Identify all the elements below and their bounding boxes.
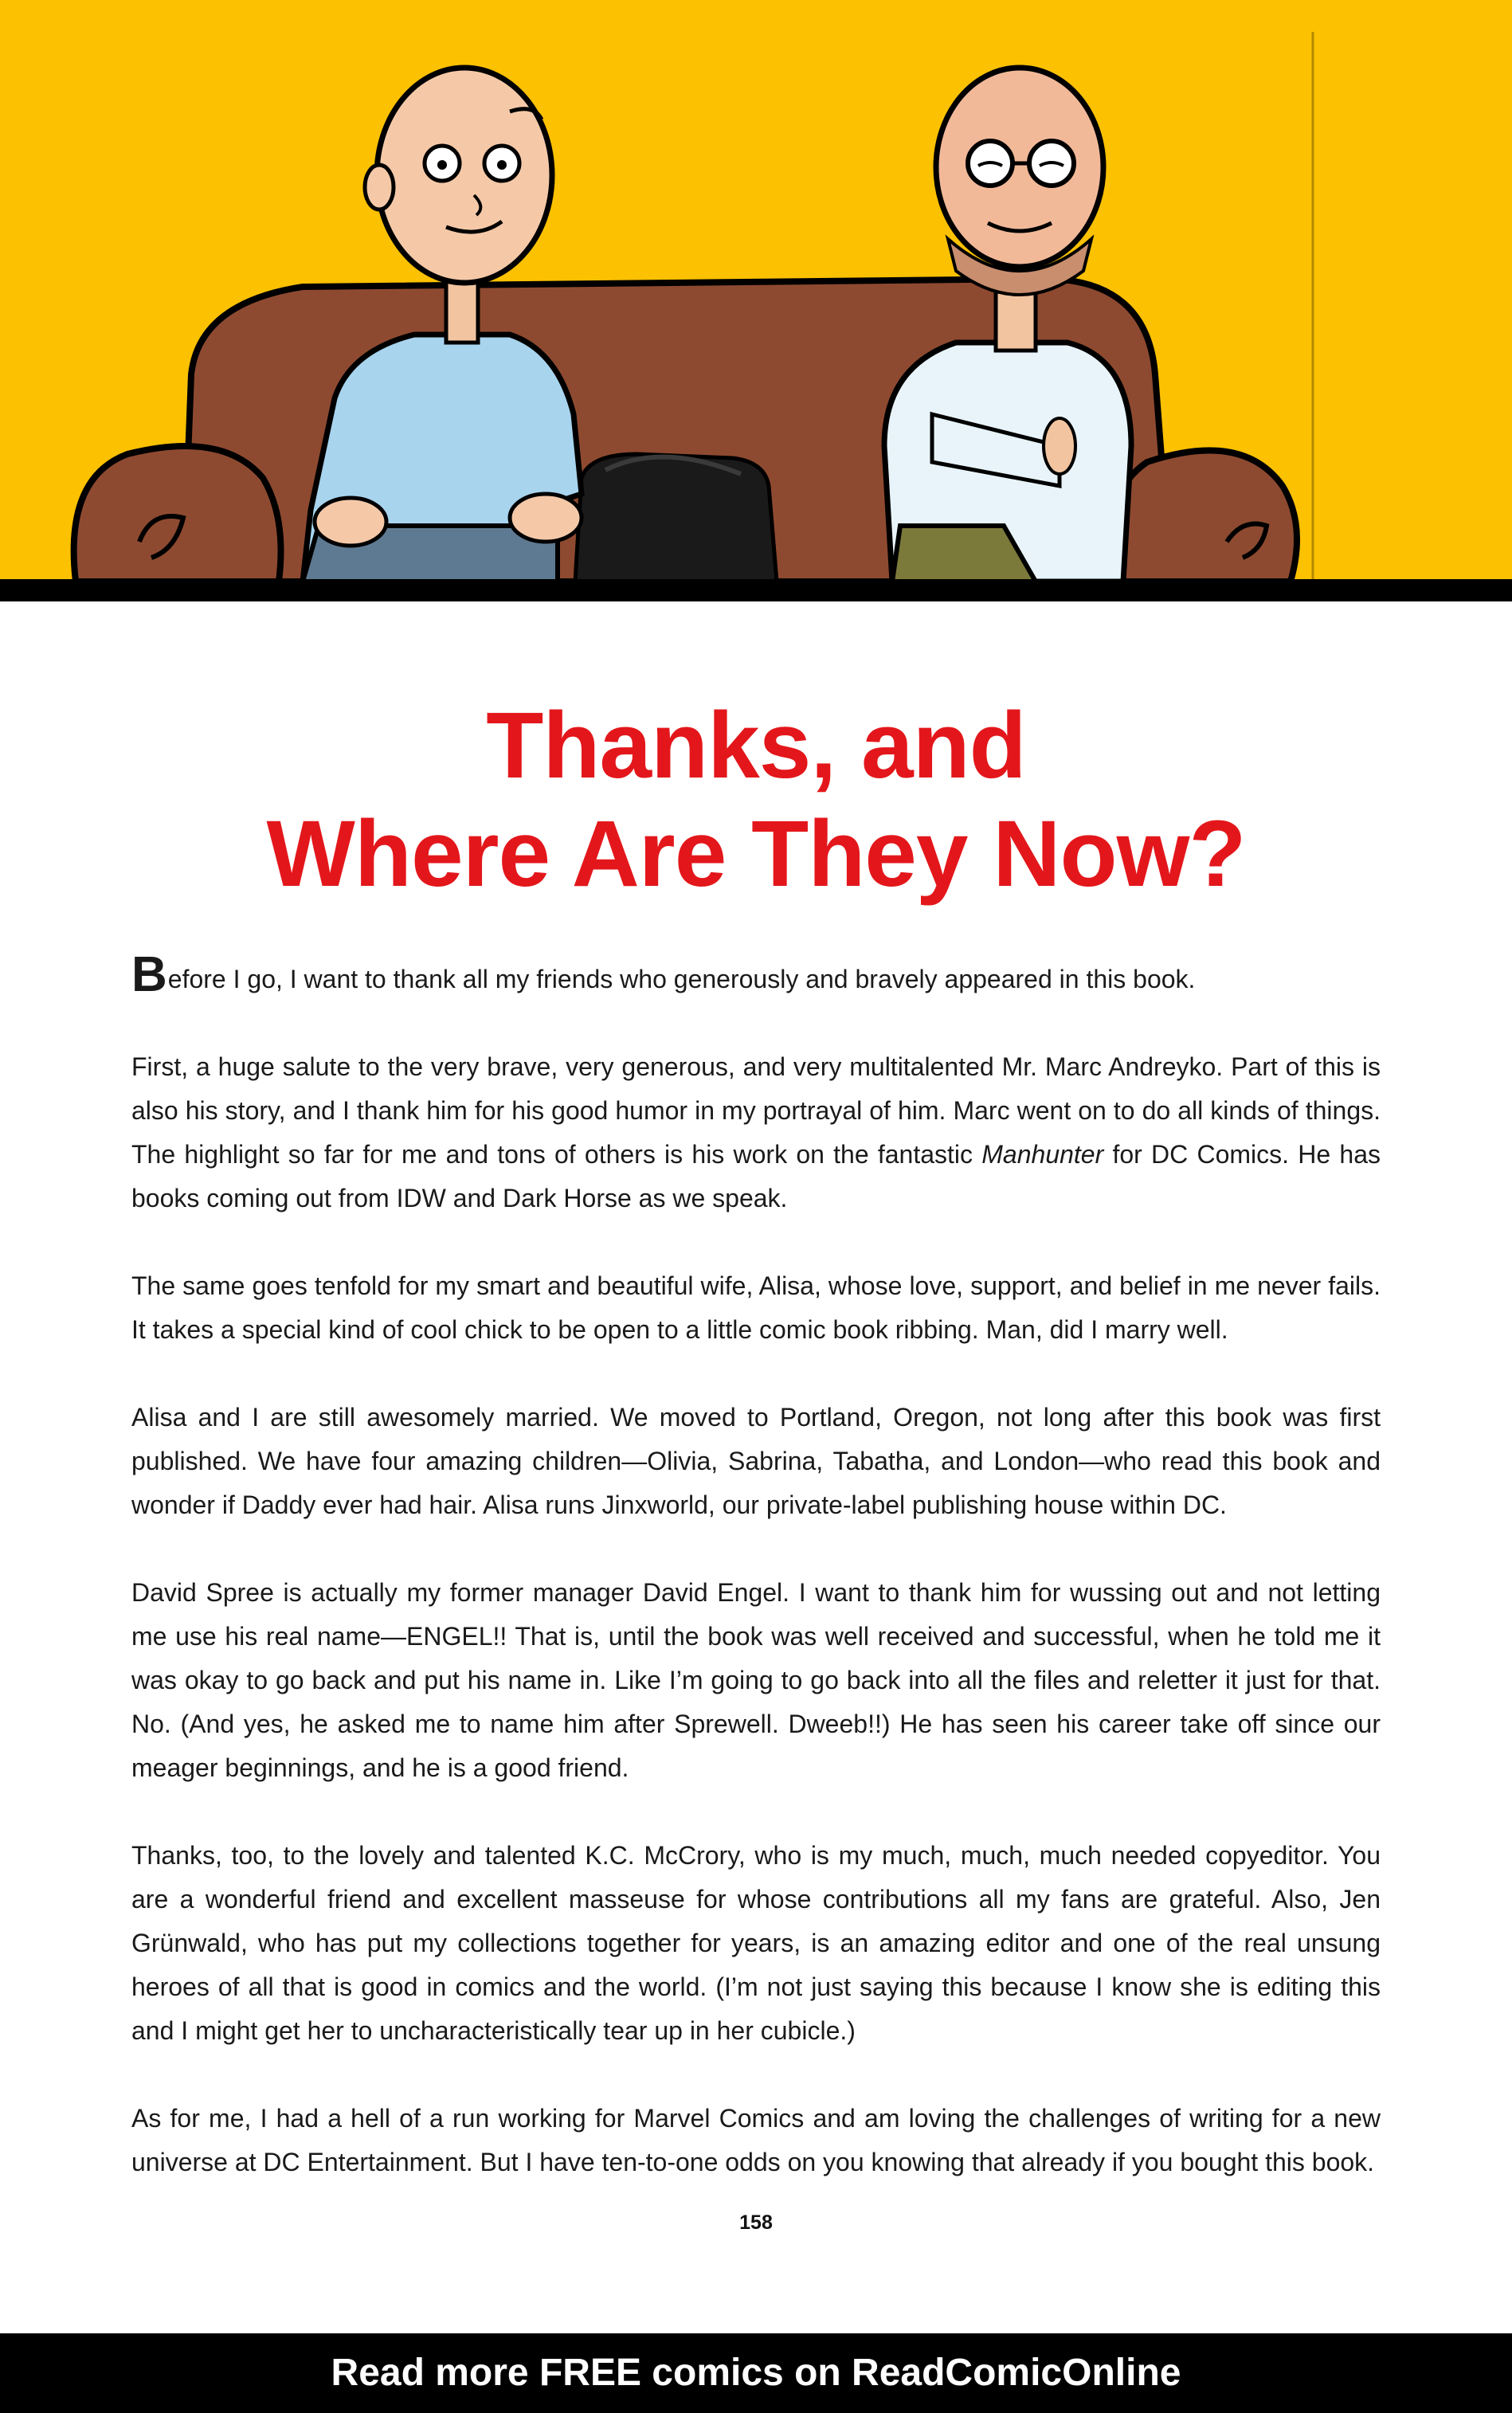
promo-footer-banner[interactable]: Read more FREE comics on ReadComicOnline: [0, 2333, 1512, 2413]
paragraph-marc-text-b: for DC Comics. He has books coming out from IDW and Dark Horse as we speak.: [131, 1140, 1381, 1212]
drop-cap: B: [131, 947, 167, 1002]
two-men-on-couch-illustration: [0, 0, 1512, 582]
article-body: [131, 947, 1381, 2228]
paragraph-wife: The same goes tenfold for my smart and beautiful wife, Alisa, whose love, support, and belief in me never fails. It takes a special kind of cool chick to be open to a little comic book ribbing. Man, did I marry well.: [131, 1271, 1381, 1344]
title-line-2: Where Are They Now?: [266, 801, 1246, 907]
title-line-1: Thanks, and: [486, 693, 1026, 798]
paragraph-intro: [131, 947, 1381, 1002]
paragraph-family: Alisa and I are still awesomely married. We moved to Portland, Oregon, not long after this book was first published. We have four amazing children—Olivia, Sabrina, Tabatha, and London—who read this book and wonder if Daddy ever had hair. Alisa runs Jinxworld, our private-label publishing house within DC.: [131, 1403, 1381, 1519]
manhunter-title: Manhunter: [981, 1140, 1104, 1169]
header-illustration-banner: [0, 0, 1512, 582]
paragraph-author: As for me, I had a hell of a run working for Marvel Comics and am loving the challenges of writing for a new universe at DC Entertainment. But I have ten-to-one odds on you knowing that already if you bought this book.: [131, 2104, 1381, 2176]
banner-divider: [0, 579, 1512, 601]
page-title: [0, 691, 1512, 908]
paragraph-david: David Spree is actually my former manager David Engel. I want to thank him for wussing out and not letting me use his real name—ENGEL!! That is, until the book was well received and successful, when he told me it was okay to go back and put his name in. Like I’m going to go back into all the files and reletter it just for that. No. (And yes, he asked me to name him after Sprewell. Dweeb!!) He has seen his career take off since our meager beginnings, and he is a good friend.: [131, 1578, 1381, 1782]
paragraph-marc-text-a: First, a huge salute to the very brave, very generous, and very multitalented Mr. Marc Andreyko. Part of this is also his story, and I thank him for his good humor in my portrayal of him. Marc went on to do all kinds of things. The highlight so far for me and tons of others is his work on the fantastic: [131, 1052, 1381, 1169]
paragraph-intro-text: efore I go, I want to thank all my friends who generously and bravely appeared in this book.: [167, 965, 1196, 993]
paragraph-editors: Thanks, too, to the lovely and talented K.C. McCrory, who is my much, much, much needed copyeditor. You are a wonderful friend and excellent masseuse for whose contributions all my fans are grateful. Also, Jen Grünwald, who has put my collections together for years, is an amazing editor and one of the real unsung heroes of all that is good in comics and the world. (I’m not just saying this because I know she is editing this and I might get her to uncharacteristically tear up in her cubicle.): [131, 1841, 1381, 2045]
paragraph-marc: [131, 1045, 1381, 1220]
page-number: 158: [739, 2211, 773, 2234]
